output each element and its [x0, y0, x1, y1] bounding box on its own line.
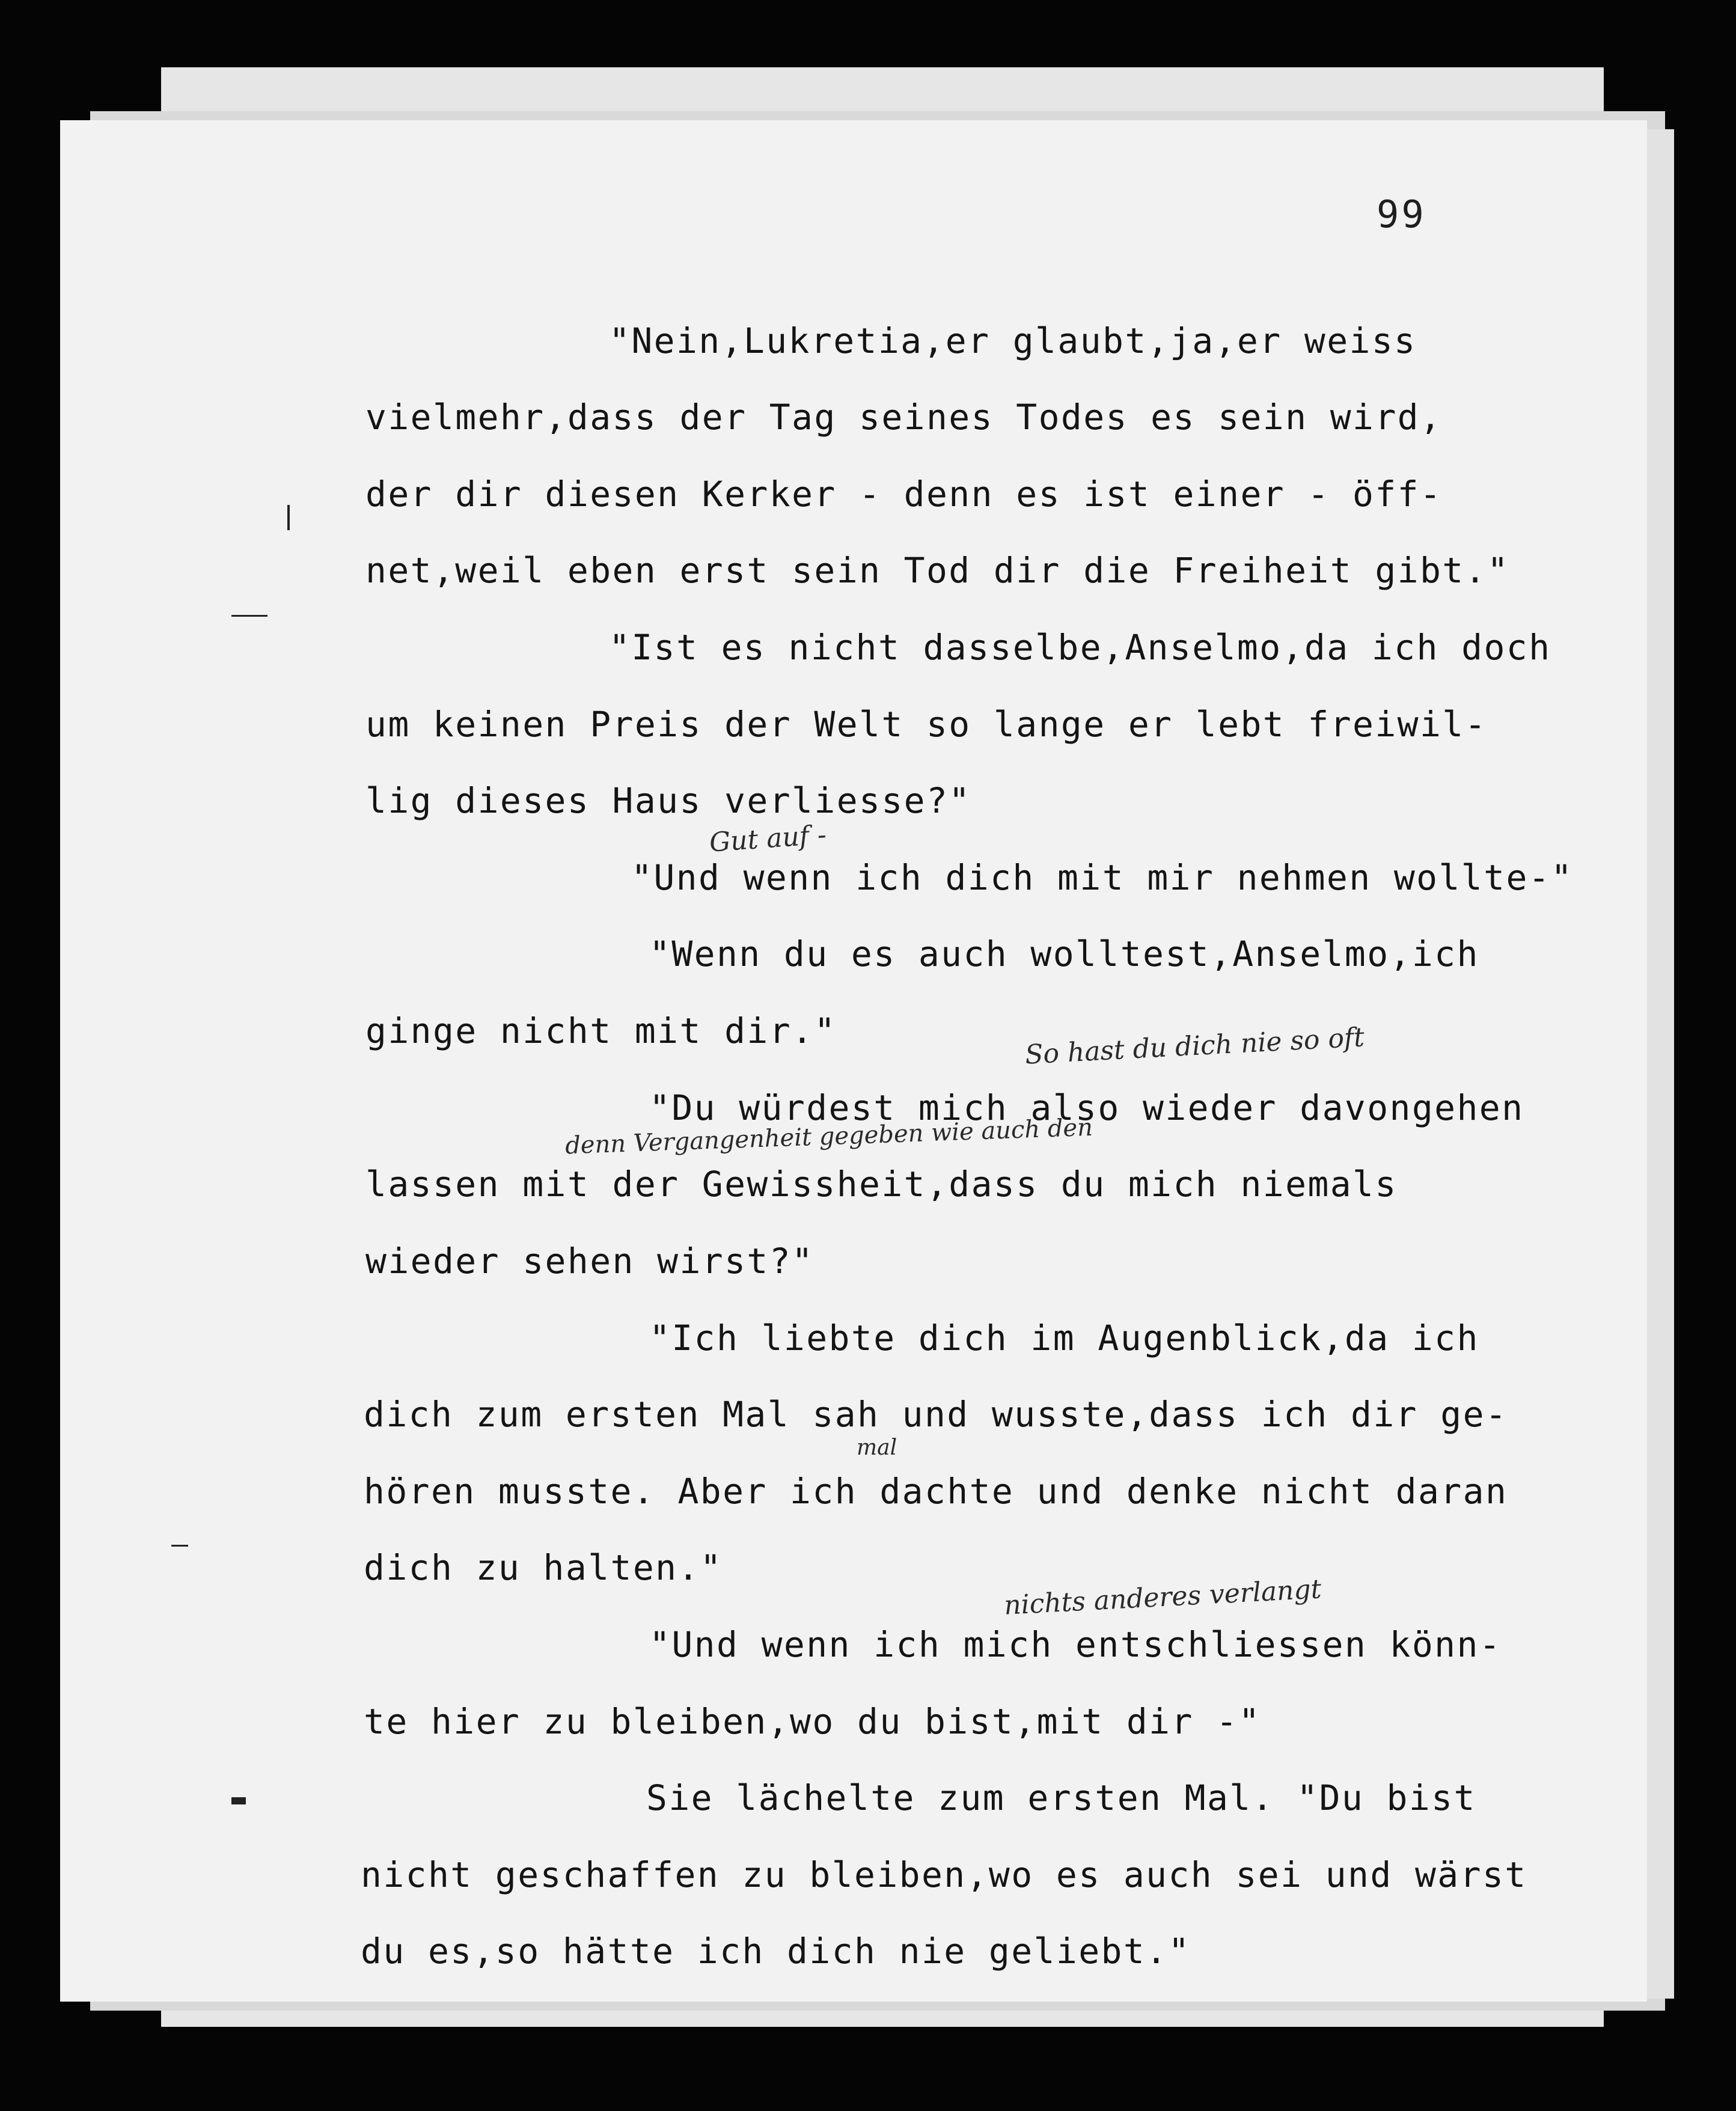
text-line: "Ich liebte dich im Augenblick,da ich: [649, 1318, 1479, 1358]
handwritten-annotation: nichts anderes verlangt: [1003, 1574, 1322, 1621]
text-line: lassen mit der Gewissheit,dass du mich niemals: [365, 1164, 1398, 1205]
text-line: dich zu halten.": [364, 1547, 723, 1588]
text-line: "Und wenn ich mich entschliessen könn-: [649, 1624, 1502, 1665]
text-line: der dir diesen Kerker - denn es ist einer - öff-: [365, 474, 1443, 515]
text-line: ginge nicht mit dir.": [365, 1010, 837, 1051]
page-number: 99: [1377, 192, 1426, 236]
text-line: "Wenn du es auch wolltest,Anselmo,ich: [649, 933, 1479, 974]
text-line: hören musste. Aber ich dachte und denke nicht daran: [364, 1471, 1508, 1512]
text-line: "Und wenn ich dich mit mir nehmen wollte-": [631, 857, 1574, 898]
text-line: vielmehr,dass der Tag seines Todes es sein wird,: [365, 397, 1443, 438]
text-line: "Nein,Lukretia,er glaubt,ja,er weiss: [609, 320, 1417, 361]
text-line: net,weil eben erst sein Tod dir die Freiheit gibt.": [365, 550, 1510, 591]
margin-mark: [231, 1797, 246, 1804]
handwritten-annotation: mal: [857, 1435, 897, 1460]
text-line: te hier zu bleiben,wo du bist,mit dir -": [364, 1701, 1261, 1742]
text-line: nicht geschaffen zu bleiben,wo es auch sei und wärst: [361, 1854, 1527, 1895]
text-line: lig dieses Haus verliesse?": [365, 780, 971, 821]
text-line: "Du würdest mich also wieder davongehen: [649, 1087, 1524, 1128]
margin-mark: [231, 615, 267, 617]
text-line: um keinen Preis der Welt so lange er lebt freiwil-: [365, 704, 1487, 745]
text-line: dich zum ersten Mal sah und wusste,dass ich dir ge-: [364, 1394, 1508, 1435]
margin-mark: [171, 1545, 188, 1547]
text-line: Sie lächelte zum ersten Mal. "Du bist: [646, 1777, 1476, 1818]
handwritten-annotation: So hast du dich nie so oft: [1024, 1022, 1366, 1071]
text-line: du es,so hätte ich dich nie geliebt.": [361, 1931, 1191, 1972]
handwritten-annotation: Gut auf -: [708, 819, 828, 858]
text-line: wieder sehen wirst?": [365, 1241, 815, 1282]
handwritten-annotation: denn Vergangenheit gegeben wie auch den: [564, 1113, 1093, 1160]
margin-mark: [287, 505, 290, 530]
typescript-page: [60, 120, 1647, 2002]
text-line: "Ist es nicht dasselbe,Anselmo,da ich doch: [609, 627, 1551, 668]
